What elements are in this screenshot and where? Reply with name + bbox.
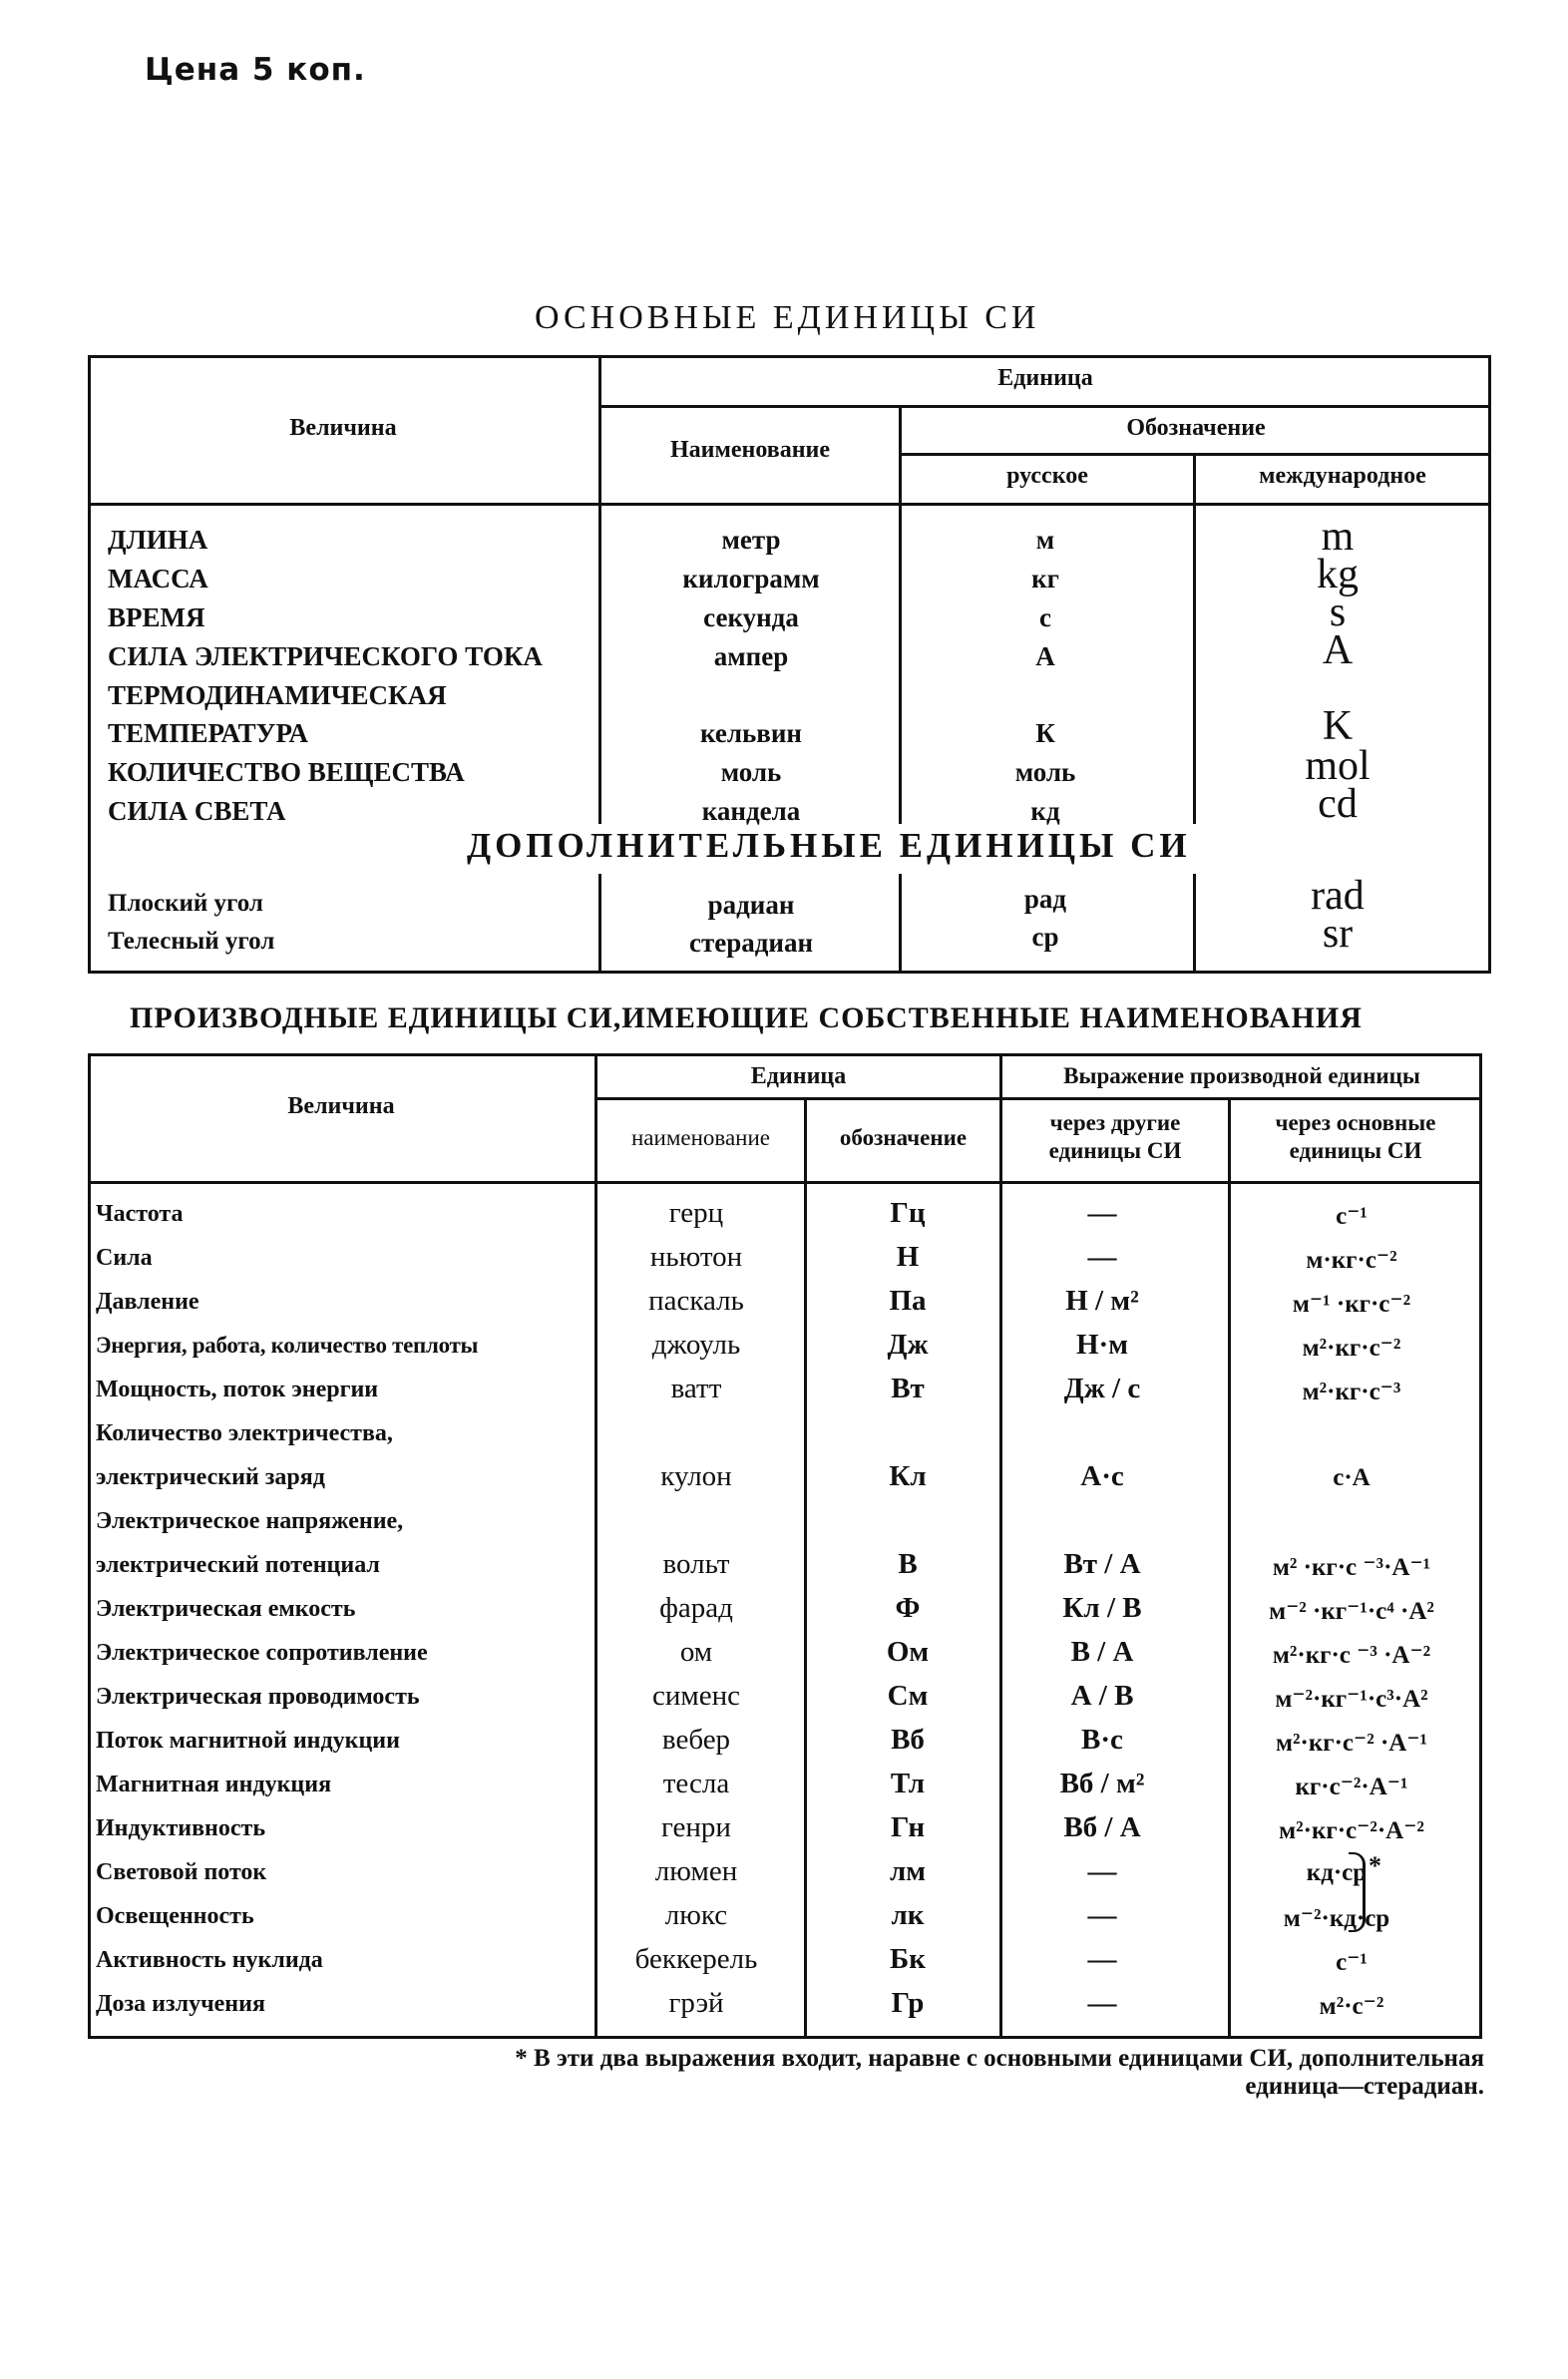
row-quantity: Активность нуклида — [96, 1947, 323, 1973]
row-symbol-int: A — [1322, 627, 1354, 673]
row-unit-name: грэй — [668, 1987, 724, 2019]
row-via-base: кг·с⁻²·А⁻¹ — [1295, 1774, 1408, 1800]
row-via-base: м²·кг·с⁻³ — [1302, 1379, 1401, 1405]
divider — [1193, 453, 1196, 824]
row-quantity: Сила — [96, 1245, 153, 1271]
header-via-base — [1231, 1109, 1480, 1165]
row-symbol: Н — [896, 1241, 920, 1273]
row-unit-name: сименс — [651, 1680, 740, 1712]
row-unit-name: люкс — [664, 1899, 728, 1931]
derived-units-table — [88, 1053, 1482, 2039]
row-via-base: м⁻² ·кг⁻¹·с⁴ ·А² — [1269, 1598, 1434, 1625]
row-unit-name: ньютон — [649, 1241, 743, 1273]
row-symbol: Тл — [890, 1768, 926, 1799]
row-symbol-int: K — [1322, 703, 1354, 749]
row-unit-name: фарад — [659, 1592, 733, 1624]
row-symbol: Дж — [887, 1329, 929, 1361]
row-unit-name: тесла — [662, 1768, 730, 1799]
header-designation: обозначение — [839, 1125, 968, 1150]
row-symbol: См — [887, 1680, 929, 1712]
row-symbol: В — [898, 1548, 918, 1580]
row-quantity: Поток магнитной индукции — [96, 1728, 400, 1754]
row-symbol: Па — [889, 1285, 927, 1317]
row-symbol: Гр — [891, 1987, 925, 2019]
row-via-base: м²·кг·с⁻²·А⁻² — [1279, 1817, 1424, 1844]
header-via-base-line2: единицы СИ — [1289, 1138, 1422, 1163]
row-quantity: Электрическое сопротивление — [96, 1640, 428, 1666]
row-via-base: м²·кг·с⁻² — [1302, 1335, 1401, 1362]
row-unit-name: вебер — [661, 1724, 731, 1756]
divider — [804, 1099, 807, 2039]
row-symbol-int: rad — [1311, 873, 1365, 919]
row-via-other: — — [1087, 1987, 1117, 2019]
row-symbol-ru: рад — [1023, 884, 1067, 914]
row-via-other: — — [1087, 1855, 1117, 1887]
row-via-other: Кл / В — [1062, 1592, 1142, 1624]
divider — [899, 453, 1491, 456]
row-unit-name: ом — [679, 1636, 713, 1668]
row-via-base: м⁻¹ ·кг·с⁻² — [1292, 1291, 1411, 1318]
row-via-other: Вб / м² — [1059, 1768, 1145, 1799]
row-quantity: Магнитная индукция — [96, 1772, 332, 1797]
divider — [1193, 874, 1196, 974]
header-name: Наименование — [670, 437, 830, 463]
row-via-other: Н / м² — [1065, 1285, 1139, 1317]
row-quantity: ДЛИНА — [108, 525, 208, 555]
row-symbol-int: kg — [1317, 552, 1359, 597]
row-via-other: Н·м — [1076, 1329, 1128, 1361]
asterisk-mark: * — [1369, 1851, 1381, 1880]
price-label: Цена 5 коп. — [145, 52, 366, 88]
row-via-base: м·кг·с⁻² — [1306, 1247, 1397, 1274]
row-symbol-ru: кд — [1030, 796, 1060, 826]
row-symbol: Кл — [889, 1460, 927, 1492]
row-quantity: Энергия, работа, количество теплоты — [96, 1333, 479, 1358]
footnote-line2: единица—стерадиан. — [1245, 2073, 1484, 2100]
divider — [88, 1181, 1482, 1184]
header-via-other — [1002, 1109, 1228, 1165]
footnote-line1: * В эти два выражения входит, наравне с основными единицами СИ, дополнительная — [515, 2045, 1484, 2072]
row-via-base: м⁻²·кг⁻¹·с³·А² — [1275, 1686, 1428, 1713]
row-symbol-ru: К — [1035, 718, 1055, 748]
row-unit-name: вольт — [662, 1548, 730, 1580]
divider — [88, 503, 1491, 506]
row-symbol-ru: кг — [1031, 564, 1059, 594]
header-via-other-line2: единицы СИ — [1048, 1138, 1182, 1163]
row-symbol: Вт — [891, 1373, 925, 1404]
row-unit-name: стерадиан — [688, 928, 814, 958]
row-via-base: м²·кг·с ⁻³ ·А⁻² — [1272, 1642, 1431, 1669]
row-unit-name: радиан — [707, 890, 795, 920]
header-russian: русское — [1006, 463, 1088, 489]
row-via-other: В·с — [1081, 1724, 1123, 1756]
row-unit-name: ампер — [713, 641, 789, 671]
row-symbol-ru: моль — [1014, 757, 1076, 787]
row-unit-name: кандела — [701, 796, 801, 826]
row-symbol-int: m — [1321, 514, 1355, 560]
basic-units-table — [88, 355, 1491, 974]
row-quantity: ТЕРМОДИНАМИЧЕСКАЯ — [108, 680, 447, 710]
header-unit: Единица — [997, 365, 1093, 391]
row-via-other: Вт / А — [1063, 1548, 1141, 1580]
row-quantity: Световой поток — [96, 1859, 267, 1885]
row-quantity: Доза излучения — [96, 1991, 265, 2017]
row-unit-name: генри — [661, 1811, 731, 1843]
row-via-other: Вб / А — [1063, 1811, 1141, 1843]
row-unit-name: секунда — [703, 602, 799, 632]
row-via-other: — — [1087, 1197, 1117, 1229]
header-via-other-line1: через другие — [1049, 1110, 1181, 1135]
brace-mark — [1349, 1852, 1366, 1932]
row-unit-name: джоуль — [651, 1329, 741, 1361]
header-quantity: Величина — [289, 415, 397, 441]
row-via-base: м² ·кг·с ⁻³·А⁻¹ — [1272, 1554, 1431, 1581]
row-symbol: Гн — [890, 1811, 926, 1843]
row-quantity: Мощность, поток энергии — [96, 1377, 379, 1402]
header-unit: Единица — [750, 1063, 847, 1089]
row-symbol-ru: с — [1039, 602, 1051, 632]
row-unit-name: килограмм — [682, 564, 820, 594]
row-via-base: с·А — [1333, 1464, 1371, 1491]
row-symbol-ru: ср — [1031, 922, 1059, 952]
row-via-other: — — [1087, 1943, 1117, 1975]
header-expression: Выражение производной единицы — [1063, 1063, 1420, 1088]
row-unit-name: кельвин — [700, 718, 802, 748]
row-quantity: Электрическое напряжение, — [96, 1508, 404, 1534]
row-quantity: СИЛА ЭЛЕКТРИЧЕСКОГО ТОКА — [108, 641, 543, 671]
divider — [598, 405, 1491, 408]
row-via-base: кд·ср — [1306, 1859, 1368, 1886]
row-symbol-int: sr — [1322, 911, 1354, 957]
row-symbol: Ом — [886, 1636, 930, 1668]
row-quantity: Плоский угол — [108, 890, 263, 917]
row-unit-name: герц — [668, 1197, 724, 1229]
row-symbol: Ф — [895, 1592, 921, 1624]
row-unit-name: кулон — [660, 1460, 732, 1492]
header-name: наименование — [631, 1125, 770, 1150]
row-via-other: — — [1087, 1899, 1117, 1931]
basic-units-title: ОСНОВНЫЕ ЕДИНИЦЫ СИ — [535, 299, 1040, 336]
row-symbol: Гц — [890, 1197, 926, 1229]
row-unit-name: моль — [720, 757, 782, 787]
row-quantity: КОЛИЧЕСТВО ВЕЩЕСТВА — [108, 757, 465, 787]
header-via-base-line1: через основные — [1275, 1110, 1436, 1135]
row-unit-name: паскаль — [648, 1285, 744, 1317]
row-via-other: А·с — [1080, 1460, 1124, 1492]
row-quantity: Электрическая проводимость — [96, 1684, 420, 1710]
additional-units-title: ДОПОЛНИТЕЛЬНЫЕ ЕДИНИЦЫ СИ — [467, 826, 1191, 865]
row-quantity: ВРЕМЯ — [108, 602, 205, 632]
row-via-other: А / В — [1070, 1680, 1134, 1712]
row-via-base: с⁻¹ — [1336, 1203, 1368, 1230]
row-quantity: Давление — [96, 1289, 199, 1315]
row-symbol: лм — [889, 1855, 927, 1887]
row-symbol: Бк — [890, 1943, 926, 1975]
row-unit-name: метр — [721, 525, 781, 555]
divider — [594, 1097, 1482, 1100]
row-unit-name: беккерель — [634, 1943, 758, 1975]
row-quantity: СИЛА СВЕТА — [108, 796, 286, 826]
row-symbol-ru: м — [1035, 525, 1055, 555]
row-symbol-int: s — [1329, 590, 1347, 635]
row-via-base: с⁻¹ — [1336, 1949, 1368, 1976]
row-symbol: лк — [891, 1899, 925, 1931]
row-unit-name: люмен — [654, 1855, 738, 1887]
divider — [598, 874, 601, 974]
row-quantity: Частота — [96, 1201, 184, 1227]
row-quantity: электрический потенциал — [96, 1552, 380, 1578]
row-quantity: Освещенность — [96, 1903, 254, 1929]
row-via-other: Дж / с — [1063, 1373, 1141, 1404]
row-quantity: Электрическая емкость — [96, 1596, 356, 1622]
derived-units-title: ПРОИЗВОДНЫЕ ЕДИНИЦЫ СИ,ИМЕЮЩИЕ СОБСТВЕННЫЕ НАИМЕНОВАНИЯ — [130, 1001, 1363, 1034]
row-quantity: Телесный угол — [108, 928, 275, 955]
row-quantity: Количество электричества, — [96, 1420, 393, 1446]
row-quantity: электрический заряд — [96, 1464, 325, 1490]
row-via-base: м⁻²·кд·ср — [1283, 1905, 1390, 1932]
row-via-other: В / А — [1070, 1636, 1134, 1668]
header-quantity: Величина — [287, 1093, 395, 1119]
footnote — [279, 2045, 1484, 2101]
header-designation: Обозначение — [1126, 415, 1266, 441]
row-symbol-int: mol — [1305, 743, 1371, 789]
row-unit-name: ватт — [670, 1373, 722, 1404]
row-via-base: м²·с⁻² — [1319, 1993, 1384, 2020]
header-international: международное — [1259, 463, 1426, 489]
row-quantity: МАССА — [108, 564, 208, 594]
row-symbol: Вб — [891, 1724, 925, 1756]
row-quantity: ТЕМПЕРАТУРА — [108, 718, 309, 748]
row-symbol-ru: А — [1035, 641, 1055, 671]
row-symbol-int: cd — [1318, 781, 1358, 827]
row-via-base: м²·кг·с⁻² ·А⁻¹ — [1275, 1730, 1428, 1757]
row-via-other: — — [1087, 1241, 1117, 1273]
row-quantity: Индуктивность — [96, 1815, 266, 1841]
